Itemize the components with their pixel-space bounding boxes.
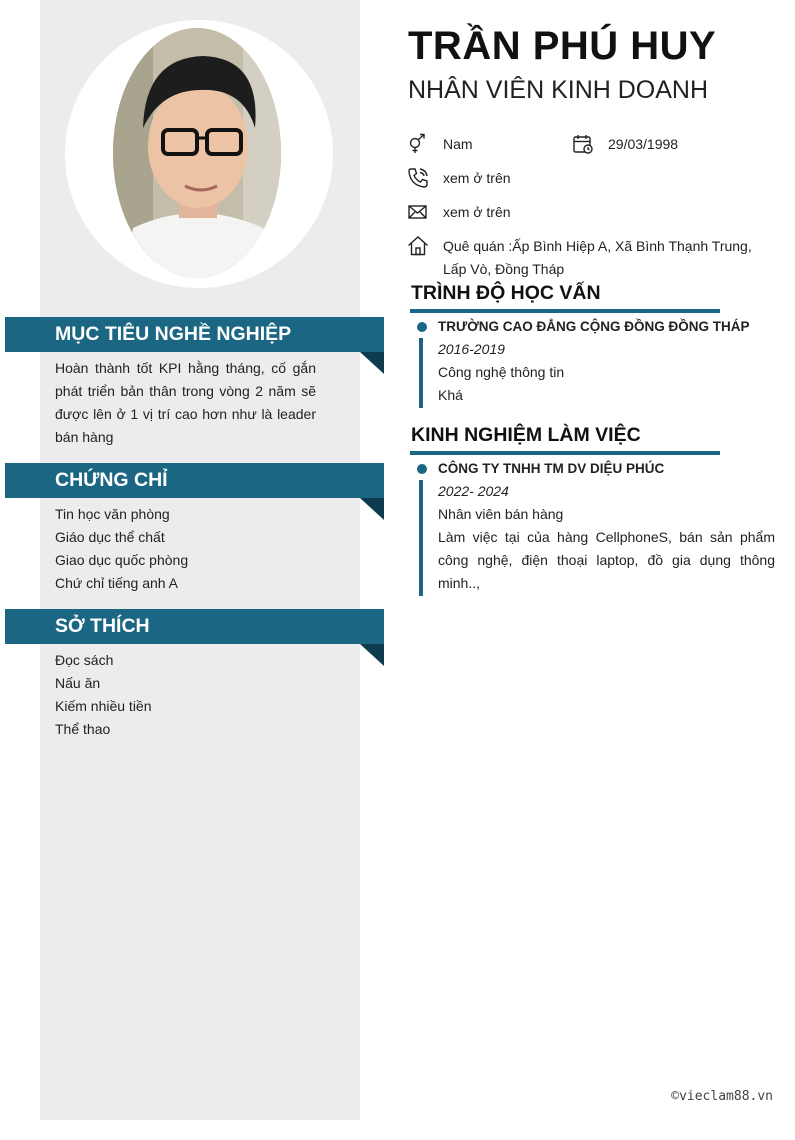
hobby-item: Nấu ăn [55, 675, 101, 691]
objective-heading [5, 317, 384, 352]
certificate-item: Chứ chỉ tiếng anh A [55, 575, 179, 591]
experience-bullet [417, 464, 427, 474]
avatar [113, 28, 281, 278]
watermark: ©vieclam88.vn [671, 1089, 773, 1104]
gender-value: Nam [443, 136, 473, 152]
education-underline [410, 309, 720, 313]
email-value: xem ở trên [443, 204, 511, 220]
hobbies-heading [5, 609, 384, 644]
education-timeline-bar [419, 338, 423, 408]
experience-description: Làm việc tại của hàng CellphoneS, bán sản phẩm công nghệ, điện thoại laptop, đồ gia dụng thông minh.., [438, 529, 775, 591]
email-icon [407, 201, 429, 223]
experience-company: CÔNG TY TNHH TM DV DIỆU PHÚC [438, 461, 665, 476]
education-major: Công nghệ thông tin [438, 364, 565, 380]
experience-underline [410, 451, 720, 455]
certificate-item: Tin học văn phòng [55, 506, 170, 522]
home-icon [407, 235, 429, 257]
candidate-name: TRẦN PHÚ HUY [408, 24, 717, 68]
education-period: 2016-2019 [438, 341, 505, 357]
objective-text: Hoàn thành tốt KPI hằng tháng, cố gắn phát triển bản thân trong vòng 2 năm sẽ được lên ở 1 vị trí cao hơn như là leader bán hàng [55, 360, 316, 445]
certificate-item: Giao dục quốc phòng [55, 552, 189, 568]
education-school: TRƯỜNG CAO ĐẲNG CỘNG ĐỒNG ĐỒNG THÁP [438, 319, 750, 334]
phone-icon [407, 167, 429, 189]
certificates-heading [5, 463, 384, 498]
candidate-role: NHÂN VIÊN KINH DOANH [408, 76, 709, 104]
hobbies-heading-fold [360, 644, 384, 666]
education-grade: Khá [438, 387, 463, 403]
certificates-title: CHỨNG CHỈ [55, 469, 168, 491]
hobbies-title: SỞ THÍCH [55, 615, 150, 637]
birthdate-value: 29/03/1998 [608, 136, 679, 152]
experience-timeline-bar [419, 480, 423, 596]
gender-icon [407, 133, 429, 155]
certificate-item: Giáo dục thể chất [55, 529, 165, 545]
phone-value: xem ở trên [443, 170, 511, 186]
hobby-item: Thể thao [55, 721, 111, 737]
experience-period: 2022- 2024 [438, 483, 509, 499]
hobbies-list [55, 649, 316, 741]
hobby-item: Kiếm nhiều tiền [55, 698, 152, 714]
certificates-heading-fold [360, 498, 384, 520]
education-title: TRÌNH ĐỘ HỌC VẤN [411, 282, 601, 304]
education-bullet [417, 322, 427, 332]
experience-position: Nhân viên bán hàng [438, 506, 564, 522]
objective-title: MỤC TIÊU NGHỀ NGHIỆP [55, 323, 292, 345]
calendar-icon [572, 133, 594, 155]
hobby-item: Đọc sách [55, 652, 114, 668]
certificates-list [55, 503, 316, 595]
experience-title: KINH NGHIỆM LÀM VIỆC [411, 424, 641, 446]
hometown-value: Quê quán :Ấp Bình Hiệp A, Xã Bình Thạnh Trung, Lấp Vò, Đồng Tháp [443, 238, 752, 277]
objective-heading-fold [360, 352, 384, 374]
